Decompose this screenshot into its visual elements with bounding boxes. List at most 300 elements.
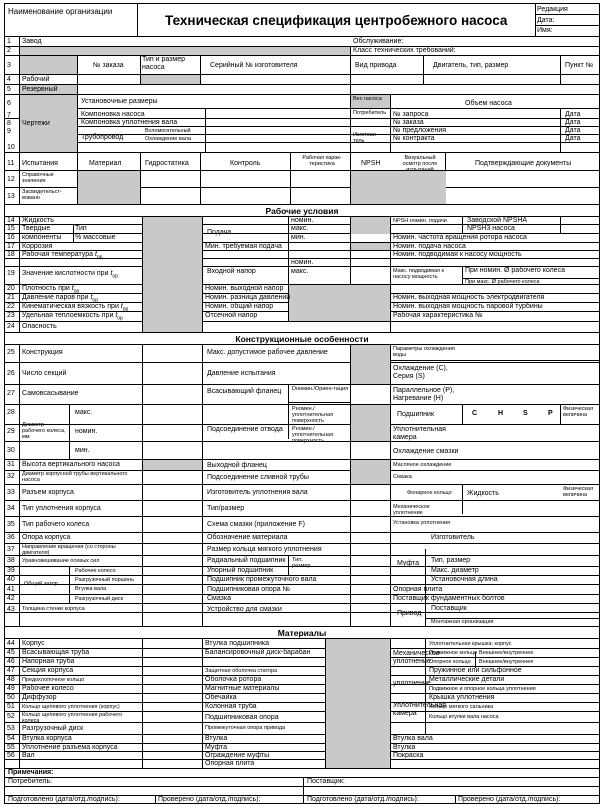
elpow-label: Номин. выходная мощность электродвигателя bbox=[393, 294, 545, 301]
org-label: Наименование организации bbox=[8, 7, 113, 16]
rule bbox=[5, 332, 599, 333]
row-num: 52 bbox=[7, 713, 15, 720]
liquid-label: Жидкость bbox=[22, 217, 54, 224]
rule bbox=[535, 14, 600, 15]
mat-r10: Крышка уплотнения bbox=[429, 694, 495, 701]
control-label: Контроль bbox=[230, 160, 261, 167]
rule bbox=[5, 759, 599, 760]
row-num: 14 bbox=[7, 217, 15, 224]
chamber-label: Уплотнительная камера bbox=[393, 426, 446, 441]
row-num: 6 bbox=[7, 100, 11, 107]
rule bbox=[5, 55, 599, 56]
drawings-label: Чертежи bbox=[22, 120, 50, 127]
row-num: 38 bbox=[7, 557, 15, 564]
nomout-label: Номин. выходной напор bbox=[205, 285, 284, 292]
p-col: P bbox=[548, 410, 553, 417]
rule bbox=[5, 532, 599, 533]
cooling-label: Охлаждение вала bbox=[145, 136, 192, 142]
coup-label: Муфта bbox=[397, 560, 419, 567]
rule bbox=[535, 25, 600, 26]
rule bbox=[5, 384, 599, 385]
date-cell: Дата bbox=[565, 111, 581, 118]
cutoff-label: Отсечной напор bbox=[205, 312, 258, 319]
mat-47: Секция корпуса bbox=[22, 667, 74, 674]
serial-label: Серийный № изготовителя bbox=[210, 62, 298, 69]
consumer-label: Потребитель bbox=[353, 110, 387, 116]
tsz-label: Тип/размер bbox=[207, 505, 245, 512]
aux-label: Вспомогательный bbox=[145, 128, 191, 134]
mass-label: % массовые bbox=[75, 234, 116, 241]
mat-r6: Пружинное или сильфонное bbox=[429, 667, 522, 674]
row-num: 8 bbox=[7, 120, 11, 127]
thrb-label: Упорный подшипник bbox=[207, 567, 274, 574]
shaded-cell bbox=[351, 405, 390, 441]
mat-46: Напорная труба bbox=[22, 658, 75, 665]
rule bbox=[5, 702, 599, 703]
rule bbox=[560, 216, 561, 234]
row-num: 9 bbox=[7, 128, 11, 135]
hydro-label: Гидростатика bbox=[145, 160, 189, 167]
shaded-cell bbox=[351, 217, 390, 234]
gap-label: Общий зазор bbox=[24, 581, 58, 587]
shaded-cell bbox=[141, 75, 200, 84]
visc-label: Кинематическая вязкость при $t_{op}$ bbox=[22, 303, 129, 313]
npsh-label: NPSH bbox=[361, 160, 381, 167]
npshn-label: NPSH номин. подачи bbox=[393, 218, 447, 224]
whenmax-label: При макс. Ø рабочего колеса bbox=[465, 279, 540, 285]
row-num: 12 bbox=[7, 176, 15, 183]
rule bbox=[5, 152, 599, 153]
comp-label: компоненты bbox=[22, 234, 62, 241]
sup2-label: Поставщик bbox=[431, 605, 467, 612]
disc-label: Подсоединение отвода bbox=[207, 426, 283, 433]
order-label: № заказа bbox=[93, 62, 124, 69]
rule bbox=[288, 555, 289, 575]
row-num: 26 bbox=[7, 370, 15, 377]
mat-m12: Ограждение муфты bbox=[205, 752, 270, 759]
s-col: S bbox=[523, 410, 528, 417]
suct-label: Всасывающий фланец bbox=[207, 388, 282, 395]
specification-sheet bbox=[4, 3, 600, 804]
rule bbox=[5, 84, 599, 85]
weight-label: Вес насоса bbox=[353, 96, 382, 102]
row-num: 41 bbox=[7, 586, 15, 593]
rule bbox=[288, 402, 350, 403]
nomd-label: номин. bbox=[75, 428, 98, 435]
rule bbox=[5, 786, 599, 787]
maxpow-label: Макс. подводимая к насосу мощность bbox=[393, 268, 444, 280]
bolts-label: Поставщик фундаментных болтов bbox=[393, 595, 505, 602]
heat-label: Параллельное (P), Нагревание (H) bbox=[393, 387, 455, 402]
inst-label: Установочные размеры bbox=[81, 98, 158, 105]
rule bbox=[5, 204, 599, 205]
mat-r8: Подвижное и опорное кольца уплотнения bbox=[429, 686, 536, 692]
shaded-cell bbox=[351, 460, 390, 484]
mount-label: Монтажная организация bbox=[431, 619, 494, 625]
date-cell: Дата bbox=[565, 127, 581, 134]
nomtot-label: Номин. общий напор bbox=[205, 303, 274, 310]
mat-51: Кольцо щелевого уплотнения (корпус) bbox=[22, 704, 120, 710]
curve-label: Рабочая характеристика № bbox=[393, 312, 483, 319]
rule bbox=[5, 344, 599, 345]
page-title: Техническая спецификация центробежного насоса bbox=[165, 13, 508, 28]
row-num: 20 bbox=[7, 285, 15, 292]
row-num: 22 bbox=[7, 303, 15, 310]
rule bbox=[462, 216, 463, 234]
row-num: 27 bbox=[7, 390, 15, 397]
rule bbox=[5, 516, 599, 517]
nomdiff-label: Номин. разница давлений bbox=[205, 294, 291, 301]
service-label: Обслуживание: bbox=[353, 38, 404, 45]
rule bbox=[5, 94, 599, 95]
drain-label: Подсоединение сливной трубы bbox=[207, 474, 309, 481]
row-num: 47 bbox=[7, 667, 15, 674]
dens-label: Плотность при $t_{op}$ bbox=[22, 285, 80, 295]
seal-label: Компоновка уплотнения вала bbox=[81, 119, 178, 126]
rule bbox=[5, 734, 599, 735]
row-num: 32 bbox=[7, 473, 15, 480]
mat-44: Корпус bbox=[22, 640, 45, 647]
row-num: 46 bbox=[7, 658, 15, 665]
mat-53: Разгрузочный диск bbox=[22, 725, 84, 732]
mat-r13: Втулка вала bbox=[393, 735, 433, 742]
rule bbox=[5, 693, 599, 694]
row-num: 56 bbox=[7, 752, 15, 759]
reserve-label: Резервный bbox=[22, 86, 58, 93]
inst-label: Установка уплотнения bbox=[393, 520, 451, 526]
diam-label: Диаметр корпусной трубы вертикального насоса bbox=[22, 471, 128, 483]
rule bbox=[390, 94, 391, 152]
drv-label: Привод bbox=[397, 610, 422, 617]
bear-label: Подшипник bbox=[397, 411, 435, 418]
rule bbox=[5, 424, 599, 425]
mat-55: Уплотнение разъема корпуса bbox=[22, 744, 118, 751]
mat-m11: Муфта bbox=[205, 744, 227, 751]
rule bbox=[535, 4, 536, 36]
rule bbox=[5, 594, 599, 595]
row-num: 24 bbox=[7, 323, 15, 330]
frame-label: Опорная плита bbox=[393, 586, 443, 593]
contract-label: № контракта bbox=[393, 135, 435, 142]
rule bbox=[5, 657, 599, 658]
gp2-label: Разгрузочный поршень bbox=[75, 577, 135, 583]
row-num: 37 bbox=[7, 546, 15, 553]
npshf-label: Заводской NPSHA bbox=[467, 217, 528, 224]
row-num: 18 bbox=[7, 251, 15, 258]
visual-label: Визуальный осмотр после испытаний bbox=[402, 155, 438, 173]
ring-label: Размер кольца мягкого уплотнения bbox=[207, 546, 322, 553]
danger-label: Опасность bbox=[22, 323, 57, 330]
mat-m3: Защитная оболочка статора bbox=[205, 668, 278, 674]
cert-label: Засвидетельст-вовано bbox=[22, 189, 62, 201]
row-num: 25 bbox=[7, 349, 15, 356]
rule bbox=[462, 266, 463, 284]
rule bbox=[560, 55, 561, 84]
type-label: Тип и размер насоса bbox=[142, 56, 185, 71]
mat-r12: Кольцо втулки вала насоса bbox=[429, 714, 499, 720]
perf-label: Рабочая харак-теристика bbox=[302, 155, 342, 167]
row-num: 50 bbox=[7, 694, 15, 701]
row-num: 53 bbox=[7, 725, 15, 732]
rev-label: Редакция bbox=[537, 6, 568, 13]
rule bbox=[560, 108, 561, 152]
rule bbox=[137, 4, 138, 36]
rule bbox=[200, 55, 201, 84]
row-num: 31 bbox=[7, 461, 15, 468]
intb-label: Подшипниковая опора № bbox=[207, 586, 291, 593]
rule bbox=[5, 36, 599, 37]
self-label: Самовсасывание bbox=[22, 390, 79, 397]
mat-m6: Обечайка bbox=[205, 694, 237, 701]
rpm-label: Номин. частота вращения ротора насоса bbox=[393, 234, 527, 241]
shaded-cell bbox=[351, 345, 390, 384]
row-num: 28 bbox=[7, 409, 15, 416]
vap-label: Давление паров при $t_{op}$ bbox=[22, 294, 98, 304]
mat-r9: Уплотнительная камера bbox=[393, 702, 446, 717]
split-label: Разъем корпуса bbox=[22, 489, 74, 496]
c-col: C bbox=[472, 410, 478, 417]
ordno-label: № заказа bbox=[393, 119, 424, 126]
ref-label: Справочные значения bbox=[22, 172, 54, 184]
constr-label: Конструкция bbox=[22, 349, 63, 356]
sup-label: Опора корпуса bbox=[22, 534, 71, 541]
rule bbox=[155, 795, 156, 804]
row-num: 54 bbox=[7, 735, 15, 742]
row-num: 40 bbox=[7, 576, 15, 583]
flow-label: Подача bbox=[207, 229, 232, 236]
row-num: 10 bbox=[7, 144, 15, 151]
mat-48: Предохлопочное кольцо bbox=[22, 677, 85, 683]
maxp-label: Макс. допустимое рабочее давление bbox=[207, 349, 328, 356]
pnom-label: Pномин./уплотнительная поверхность bbox=[292, 406, 334, 424]
phys-label: Физическая величина bbox=[563, 406, 594, 418]
radb-label: Радиальный подшипник bbox=[207, 557, 286, 564]
mat-m10: Втулка bbox=[205, 735, 228, 742]
kind-label: Тип bbox=[75, 225, 87, 232]
nom-label: номин. bbox=[291, 217, 314, 224]
phys-label: Физическая величина bbox=[563, 486, 594, 498]
rule bbox=[77, 142, 600, 143]
rule bbox=[423, 55, 424, 84]
row-num: 55 bbox=[7, 744, 15, 751]
rule bbox=[303, 777, 304, 804]
mat-m8: Подшипниковая опора bbox=[205, 714, 279, 721]
rule bbox=[5, 626, 599, 627]
mat-r14: Втулка bbox=[393, 744, 416, 751]
rule bbox=[5, 777, 599, 778]
row-num: 29 bbox=[7, 428, 15, 435]
row-num: 33 bbox=[7, 489, 15, 496]
mind-label: мин. bbox=[75, 447, 90, 454]
row-num: 39 bbox=[7, 567, 15, 574]
mat-r11: Кольцо мягкого сальника bbox=[429, 704, 494, 710]
rule bbox=[5, 484, 599, 485]
maxd-label: макс. bbox=[75, 409, 93, 416]
imp-label: Диаметр рабочего колеса, мм bbox=[22, 422, 66, 440]
inlet-label: Входной напор bbox=[207, 268, 256, 275]
row-num: 44 bbox=[7, 640, 15, 647]
section-title: Материалы bbox=[277, 628, 327, 638]
row-num: 45 bbox=[7, 649, 15, 656]
name-label: Имя: bbox=[537, 27, 553, 34]
row-num: 34 bbox=[7, 505, 15, 512]
lube-label: Схема смазки (приложение F) bbox=[207, 521, 305, 528]
mat-r4: Опорное кольцо bbox=[429, 659, 471, 665]
shaded-cell bbox=[351, 243, 390, 250]
row-num: 36 bbox=[7, 534, 15, 541]
row-num: 51 bbox=[7, 703, 15, 710]
drive-label: Вид привода bbox=[355, 62, 397, 69]
mat-r1: Механическое уплотнение bbox=[393, 650, 440, 665]
testp-label: Давление испытания bbox=[207, 370, 276, 377]
class-label: Класс технических требований: bbox=[353, 47, 456, 54]
rule bbox=[5, 362, 599, 363]
volume-label: Объем насоса bbox=[465, 100, 512, 107]
rule bbox=[5, 603, 599, 604]
supplier-label: Поставщик: bbox=[307, 778, 345, 785]
section-title: Конструкционные особенности bbox=[235, 334, 369, 344]
shaded-cell bbox=[326, 639, 390, 768]
rule bbox=[69, 566, 70, 603]
rule bbox=[290, 152, 291, 204]
mat-50: Диффузор bbox=[22, 694, 57, 701]
shaded-cell bbox=[143, 217, 202, 332]
nompow-label: Номин. подводимая к насосу мощность bbox=[393, 251, 522, 258]
mat-r3: Подвижное кольцо bbox=[429, 650, 478, 656]
shaded-cell bbox=[20, 47, 350, 55]
mat-label: Обозначение материала bbox=[207, 534, 288, 541]
ptype-label: Тип уплотнения корпуса bbox=[22, 505, 101, 512]
req-label: № запроса bbox=[393, 111, 429, 118]
liq-label: Жидкость bbox=[467, 490, 499, 497]
date-label: Дата: bbox=[537, 17, 555, 24]
mat-m4: Оболочка ротора bbox=[205, 676, 262, 683]
mat-m5: Магнитные материалы bbox=[205, 685, 280, 692]
csz-label: Тип, размер bbox=[431, 557, 471, 564]
maker-label: Изготовитель уплотнения вала bbox=[207, 489, 308, 496]
rule bbox=[5, 459, 599, 460]
row-num: 3 bbox=[7, 62, 11, 69]
row-num: 49 bbox=[7, 685, 15, 692]
row-num: 1 bbox=[7, 38, 11, 45]
rule bbox=[77, 108, 600, 109]
mat-m7: Колонная труба bbox=[205, 703, 257, 710]
mat-m2: Балансировочный диск-барабан bbox=[205, 649, 311, 656]
npsh3-label: NPSH3 насоса bbox=[467, 225, 515, 232]
row-num: 42 bbox=[7, 595, 15, 602]
tests-label: Испытания bbox=[22, 160, 58, 167]
lub-label: Смазка bbox=[207, 595, 232, 602]
row-num: 23 bbox=[7, 312, 15, 319]
notes-label: Примечания: bbox=[8, 769, 54, 776]
docs-label: Подтверждающие документы bbox=[475, 160, 572, 167]
nomflow-label: Номин. подача насоса bbox=[393, 243, 466, 250]
nom-label: номин. bbox=[291, 259, 314, 266]
rule bbox=[5, 768, 599, 769]
row-num: 43 bbox=[7, 606, 15, 613]
height-label: Высота вертикального насоса bbox=[22, 461, 120, 468]
solid-label: Твердые bbox=[22, 225, 51, 232]
mat-r5: Внешнее/внутреннее bbox=[479, 659, 534, 665]
outfl-label: Выходной фланец bbox=[207, 462, 267, 469]
rule bbox=[5, 242, 599, 243]
dev-label: Устройство для смазки bbox=[207, 606, 282, 613]
rule bbox=[69, 404, 70, 459]
mat-r2: Уплотнительная крышка: корпус bbox=[429, 641, 512, 647]
stages-label: Число секций bbox=[22, 370, 67, 377]
row-num: 21 bbox=[7, 294, 15, 301]
corr-label: Коррозия bbox=[22, 243, 53, 250]
gp4-label: Разгрузочный диск bbox=[75, 596, 124, 602]
rule bbox=[77, 134, 600, 135]
mat-r15: Покраска bbox=[393, 752, 424, 759]
row-num: 17 bbox=[7, 243, 15, 250]
mat-m1: Втулка подшипника bbox=[205, 640, 270, 647]
rule bbox=[462, 484, 463, 514]
shaded-cell bbox=[20, 56, 77, 74]
row-num: 19 bbox=[7, 270, 15, 277]
rule bbox=[200, 152, 201, 204]
shaded-cell bbox=[78, 171, 140, 204]
h-col: H bbox=[498, 410, 504, 417]
oilc-label: Масляное охлаждение bbox=[393, 462, 452, 468]
rule bbox=[455, 795, 456, 804]
consumer-label: Потребитель: bbox=[8, 778, 53, 785]
gp1-label: Рабочее колесо bbox=[75, 568, 116, 574]
rule bbox=[288, 384, 289, 439]
ph-label: Значение кислотности при $t_{op}$ bbox=[22, 270, 118, 280]
mat-r7: Металлические детали bbox=[429, 676, 505, 683]
temp-label: Рабочая температура $t_{op}$ bbox=[22, 251, 103, 261]
layout-label: Компоновка насоса bbox=[81, 111, 145, 118]
rule bbox=[5, 74, 599, 75]
rule bbox=[5, 675, 599, 676]
mat-r5: Внешнее/внутреннее bbox=[479, 650, 534, 656]
mat-49: Рабочее колесо bbox=[22, 685, 74, 692]
minflow-label: Мин. требуемая подача bbox=[205, 243, 282, 250]
work-label: Рабочий bbox=[22, 76, 50, 83]
max-label: макс. bbox=[291, 225, 309, 232]
clen-label: Установочная длина bbox=[431, 576, 498, 583]
date-cell: Дата bbox=[565, 135, 581, 142]
wall-label: Толщина стенки корпуса bbox=[22, 606, 85, 612]
mat-m13: Опорная плита bbox=[205, 760, 255, 767]
pipe-label: Трубопровод bbox=[81, 134, 124, 141]
rule bbox=[205, 108, 206, 152]
lant-label: Фонарное кольцо bbox=[407, 490, 452, 496]
heat-label: Удельная теплоемкость при $t_{op}$ bbox=[22, 312, 123, 322]
rule bbox=[560, 404, 561, 424]
mat-52: Кольцо щелевого уплотнения рабочего колеса bbox=[22, 712, 123, 724]
material-label: Материал bbox=[89, 160, 122, 167]
stpow-label: Номин. выходная мощность паровой турбины bbox=[393, 303, 543, 310]
item-label: Пункт № bbox=[565, 62, 594, 69]
row-num: 2 bbox=[7, 47, 11, 54]
motor-label: Двигатель, тип, размер bbox=[433, 62, 509, 69]
row-num: 16 bbox=[7, 234, 15, 241]
offer-label: № предложения bbox=[393, 127, 447, 134]
rule bbox=[5, 584, 599, 585]
mat-r1b: уплотнение bbox=[393, 680, 431, 687]
rule bbox=[5, 404, 599, 405]
mat-45: Всасывающая труба bbox=[22, 649, 90, 656]
row-num: 11 bbox=[7, 160, 15, 167]
gp3-label: Втулка вала bbox=[75, 586, 107, 592]
cdiam-label: Макс. диаметр bbox=[431, 567, 479, 574]
itype-label: Тип рабочего колеса bbox=[22, 521, 90, 528]
shaded-cell bbox=[289, 285, 390, 321]
cool-label: Параметры охлаждения воды bbox=[393, 346, 455, 358]
